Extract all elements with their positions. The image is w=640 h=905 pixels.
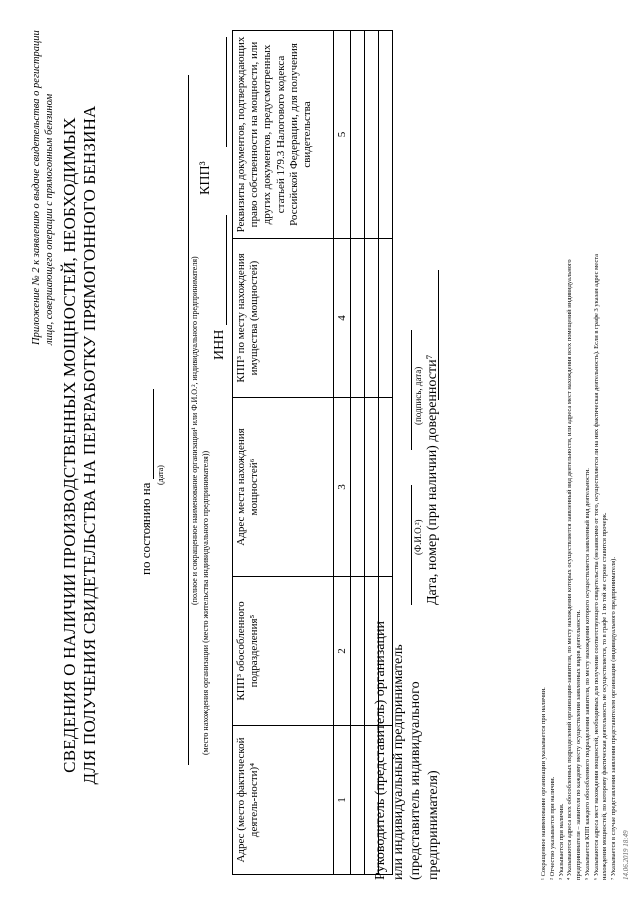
as-of-label: по состоянию на (138, 482, 153, 575)
footnote: ⁶ Указываются адреса мест нахождения мощностей, необходимых для получения соответствующего свидетельства (независимо от того, осуществляется ли на них фактическая деятельность). Если в графе 3 указан адрес места (592, 253, 600, 880)
col-header-capacity-address: Адрес места нахождения мощностей⁶ (233, 398, 334, 577)
date-field-line (141, 389, 154, 479)
footnote: ¹ Сокращенное наименование организации указывается при наличии. (540, 687, 547, 880)
table-cell[interactable] (351, 239, 365, 398)
table-cell[interactable] (379, 31, 393, 239)
col-header-property-kpp: КПП³ по месту нахождения имущества (мощностей) (233, 239, 334, 398)
table-header-row (233, 31, 334, 875)
org-caption: (полное и сокращенное наименование организации¹ или Ф.И.О.², индивидуального предпринимателя) (190, 256, 199, 605)
col-number: 5 (334, 31, 351, 239)
kpp-field-line (226, 37, 227, 147)
col-header-documents: Реквизиты документов, подтверждающих право собственности на мощности, или других документов, предусмотренных статьей 179.3 Налогового кодекса Российской Федерации, для получения свидетельства (233, 31, 334, 239)
footnote: ⁴ Указываются адреса всех обособленных подразделений организации-заявителя, по месту нахождения которых осуществляется заявленный вид деятельности, или адреса мест нахождения всех помещений индивидуального (566, 259, 574, 880)
table-cell[interactable] (379, 398, 393, 577)
col-number: 3 (334, 398, 351, 577)
fio-caption: (Ф.И.О.²) (413, 519, 423, 555)
inn-label: ИНН (212, 329, 227, 360)
table-cell[interactable] (351, 398, 365, 577)
signature-heading: Руководитель (представитель) организации или индивидуальный предприниматель (представитель индивидуального предпринимателя) (373, 621, 441, 880)
footnote: ⁷ Указывается в случае представления заявления представителем организации (индивидуального предпринимателя). (610, 557, 618, 880)
table-cell[interactable] (365, 239, 379, 398)
location-caption: (место нахождения организации (место жительства индивидуального предпринимателя)) (201, 450, 210, 755)
capacities-table (232, 30, 393, 875)
table-cell[interactable] (365, 31, 379, 239)
footnote: нахождения мощностей, по которому фактическая деятельность не осуществляется, то в графе 1 по той же строке ставится прочерк. (601, 512, 609, 880)
col-number: 2 (334, 577, 351, 726)
col-number: 4 (334, 239, 351, 398)
col-header-branch-kpp: КПП³ обособленного подразделения⁵ (233, 577, 334, 726)
table-cell[interactable] (351, 31, 365, 239)
fio-field-line (411, 485, 412, 605)
footnote: предпринимателя – заявителя по каждому месту осуществления заявленных видов деятельности. (575, 609, 583, 880)
signature-field-line (411, 330, 412, 450)
table-cell[interactable] (351, 726, 365, 875)
org-name-line (188, 75, 189, 765)
proxy-field-line (438, 270, 439, 400)
footnote: ⁵ Указывается КПП каждого обособленного подразделения заявителя, по месту нахождения которого осуществляется заявленный вид деятельности. (583, 468, 591, 880)
date-caption: (дата) (156, 465, 165, 485)
kpp-label: КПП³ (198, 161, 213, 195)
appendix-note: Приложение № 2 к заявлению о выдаче свидетельства о регистрации лица, совершающего операции с прямогонным бензином (31, 30, 56, 345)
footnote: ³ Указывается при наличии. (557, 803, 565, 880)
col-number: 1 (334, 726, 351, 875)
table-cell[interactable] (365, 398, 379, 577)
signature-caption: (подпись, дата) (413, 366, 423, 425)
as-of-date (138, 389, 154, 575)
col-header-address: Адрес (место фактической деятель-ности)⁴ (233, 726, 334, 875)
footnote: ² Отчество указывается при наличии. (548, 776, 556, 880)
footnotes (540, 20, 619, 880)
inn-field-line (226, 215, 227, 325)
print-stamp: 14.06.2019 18:49 (622, 830, 630, 880)
table-number-row (334, 31, 351, 875)
proxy-label: Дата, номер (при наличии) доверенности⁷ (425, 354, 440, 605)
table-row (351, 31, 365, 875)
table-cell[interactable] (379, 239, 393, 398)
document-title: СВЕДЕНИЯ О НАЛИЧИИ ПРОИЗВОДСТВЕННЫХ МОЩНОСТЕЙ, НЕОБХОДИМЫХ ДЛЯ ПОЛУЧЕНИЯ СВИДЕТЕЛЬСТВА НА ПЕРЕРАБОТКУ ПРЯМОГОННОГО БЕНЗИНА (60, 105, 100, 785)
table-cell[interactable] (351, 577, 365, 726)
